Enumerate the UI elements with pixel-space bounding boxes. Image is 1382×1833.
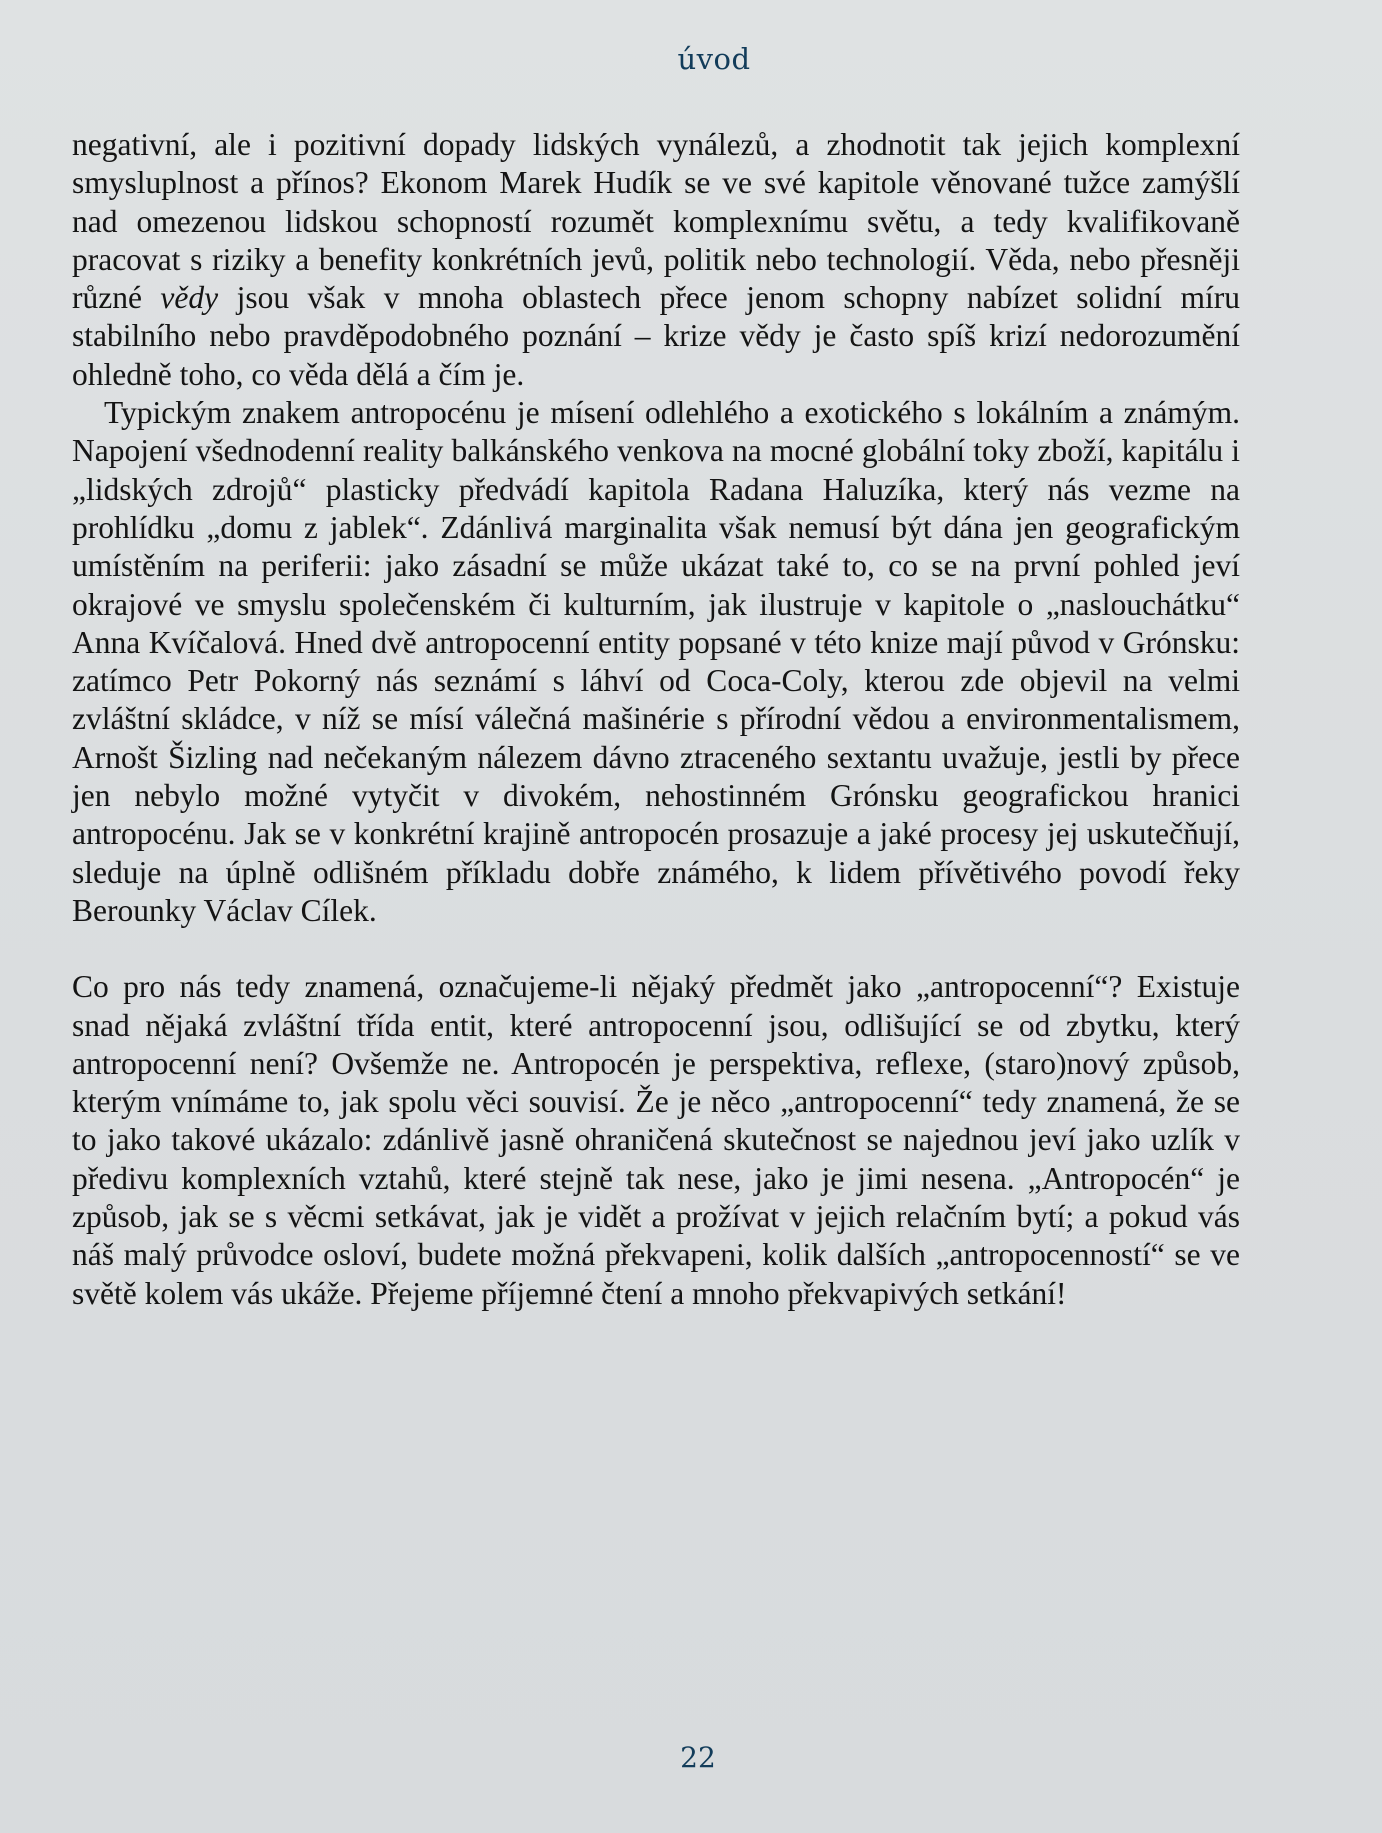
body-text	[72, 126, 1240, 1313]
running-head: úvod	[677, 42, 751, 76]
paragraph-closing: Co pro nás tedy znamená, označujeme-li nějaký předmět jako „antropocenní“? Existuje snad nějaká zvláštní třída entit, které antropocenní jsou, odlišující se od zbytku, který antropocenní není? Ovšemže ne. Antropocén je perspektiva, reflexe, (staro)nový způsob, kterým vnímáme to, jak spolu věci souvisí. Že je něco „antropocenní“ tedy znamená, že se to jako takové ukázalo: zdánlivě jasně ohraničená skutečnost se najednou jeví jako uzlík v předivu komplexních vztahů, které stejně tak nese, jako je jimi nesena. „Antropocén“ je způsob, jak se s věcmi setkávat, jak je vidět a prožívat v jejich relačním bytí; a pokud vás náš malý průvodce osloví, budete možná překvapeni, kolik dalších „antropocenností“ se ve světě kolem vás ukáže. Přejeme příjemné čtení a mnoho překvapivých setkání!	[72, 969, 1240, 1311]
paragraph-text: negativní, ale i pozitivní dopady lidských vynálezů, a zhodnotit tak jejich komplexní smysluplnost a přínos? Ekonom Marek Hudík se ve své kapitole věnované tužce zamýšlí nad omezenou lidskou schopností rozumět komplexnímu světu, a tedy kvalifikovaně pracovat s riziky a benefity konkrétních jevů, politik nebo technologií. Věda, nebo přesněji různé	[72, 127, 1240, 316]
page-number: 22	[680, 1741, 716, 1774]
paragraph-text: jsou však v mnoha oblastech přece jenom schopny nabízet solidní míru stabilního nebo pravděpodobného poznání – krize vědy je často spíš krizí nedorozumění ohledně toho, co věda dělá a čím je.	[72, 280, 1240, 392]
paragraph-anthropocene-entities: Typickým znakem antropocénu je mísení odlehlého a exotického s lokálním a známým. Napojení všednodenní reality balkánského venkova na mocné globální toky zboží, kapitálu i „lidských zdrojů“ plasticky předvádí kapitola Radana Haluzíka, který nás vezme na prohlídku „domu z jablek“. Zdánlivá marginalita však nemusí být dána jen geografickým umístěním na periferii: jako zásadní se může ukázat také to, co se na první pohled jeví okrajové ve smyslu společenském či kulturním, jak ilustruje v kapitole o „naslouchátku“ Anna Kvíčalová. Hned dvě antropocenní entity popsané v této knize mají původ v Grónsku: zatímco Petr Pokorný nás seznámí s láhví od Coca-Coly, kterou zde objevil na velmi zvláštní skládce, v níž se mísí válečná mašinérie s přírodní vědou a environmentalismem, Arnošt Šizling nad nečekaným nálezem dávno ztraceného sextantu uvažuje, jestli by přece jen nebylo možné vytyčit v divokém, nehostinném Grónsku geografickou hranici antropocénu. Jak se v konkrétní krajině antropocén prosazuje a jaké procesy jej uskutečňují, sleduje na úplně odlišném příkladu dobře známého, k lidem přívětivého povodí řeky Berounky Václav Cílek.	[72, 395, 1240, 928]
emphasis-text: vědy	[160, 280, 219, 316]
paragraph-continuation	[72, 126, 1240, 394]
